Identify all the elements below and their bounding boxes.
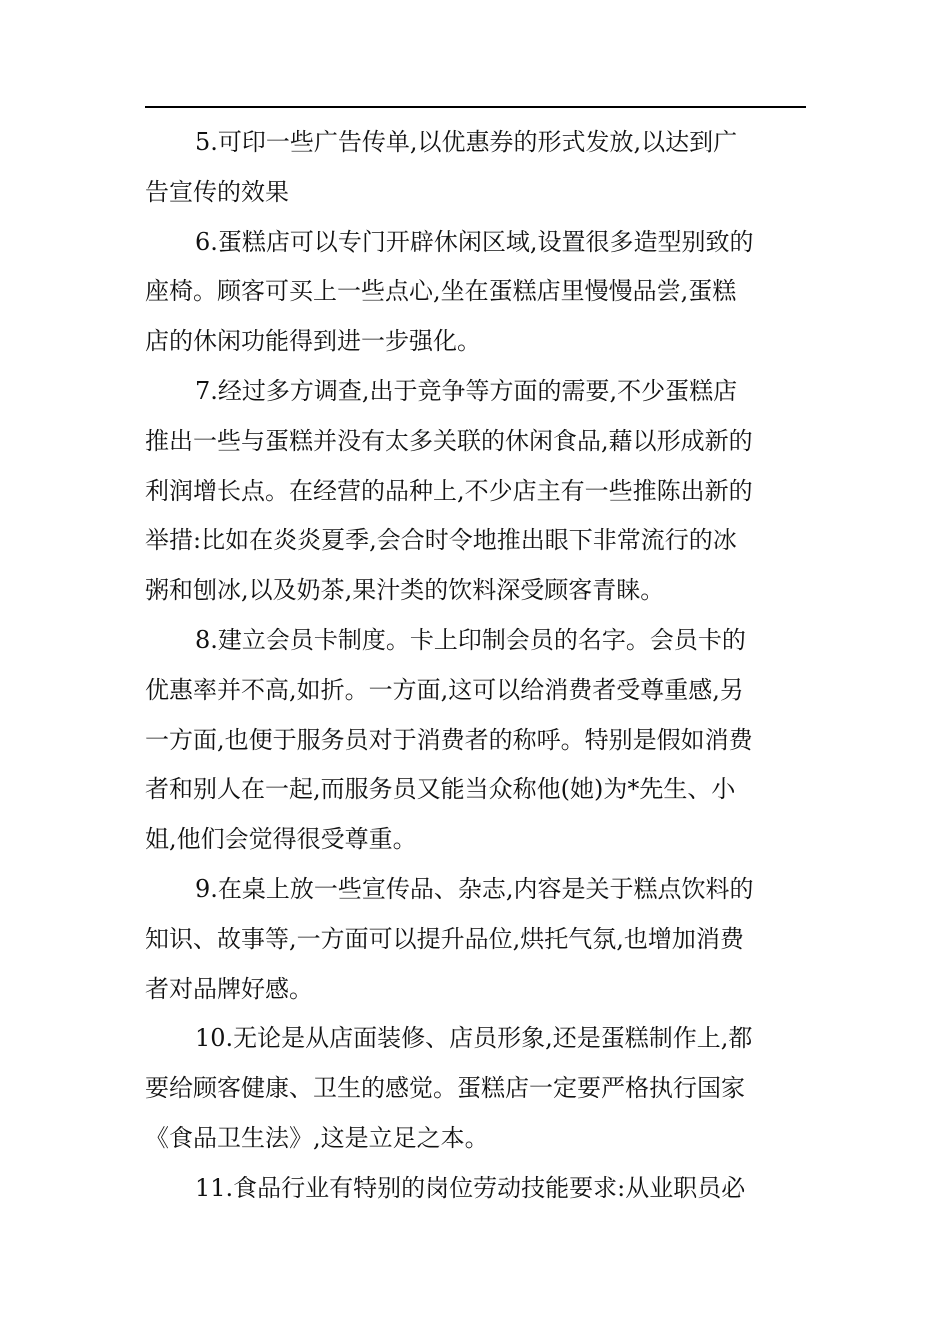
paragraph — [145, 367, 810, 616]
text-line: 者和别人在一起,而服务员又能当众称他(她)为*先生、小 — [145, 775, 736, 804]
text-line: 者对品牌好感。 — [145, 974, 313, 1003]
text-line: 利润增长点。在经营的品种上,不少店主有一些推陈出新的 — [145, 476, 753, 505]
paragraph — [145, 218, 810, 367]
paragraph — [145, 865, 810, 1014]
text-line: 8.建立会员卡制度。卡上印制会员的名字。会员卡的 — [195, 625, 746, 654]
text-line: 优惠率并不高,如折。一方面,这可以给消费者受尊重感,另 — [145, 675, 744, 704]
document-body — [145, 118, 810, 1214]
text-line: 姐,他们会觉得很受尊重。 — [145, 825, 417, 854]
text-line: 9.在桌上放一些宣传品、杂志,内容是关于糕点饮料的 — [195, 874, 754, 903]
text-line: 《食品卫生法》,这是立足之本。 — [145, 1123, 489, 1152]
paragraph — [145, 1164, 810, 1214]
text-line: 店的休闲功能得到进一步强化。 — [145, 327, 481, 356]
paragraph — [145, 118, 810, 218]
header-rule — [145, 106, 806, 108]
paragraph — [145, 1014, 810, 1163]
text-line: 推出一些与蛋糕并没有太多关联的休闲食品,藉以形成新的 — [145, 426, 753, 455]
text-line: 知识、故事等,一方面可以提升品位,烘托气氛,也增加消费 — [145, 924, 744, 953]
text-line: 5.可印一些广告传单,以优惠券的形式发放,以达到广 — [195, 128, 738, 156]
text-line: 要给顾客健康、卫生的感觉。蛋糕店一定要严格执行国家 — [145, 1074, 745, 1103]
text-line: 粥和刨冰,以及奶茶,果汁类的饮料深受顾客青睐。 — [145, 576, 665, 605]
text-line: 举措:比如在炎炎夏季,会合时令地推出眼下非常流行的冰 — [145, 526, 737, 555]
text-line: 告宣传的效果 — [145, 177, 289, 206]
text-line: 一方面,也便于服务员对于消费者的称呼。特别是假如消费 — [145, 725, 753, 754]
text-line: 座椅。顾客可买上一些点心,坐在蛋糕店里慢慢品尝,蛋糕 — [145, 277, 737, 306]
text-line: 7.经过多方调查,出于竞争等方面的需要,不少蛋糕店 — [195, 376, 738, 405]
paragraph — [145, 616, 810, 865]
text-line: 10.无论是从店面装修、店员形象,还是蛋糕制作上,都 — [195, 1024, 753, 1053]
text-line: 6.蛋糕店可以专门开辟休闲区域,设置很多造型别致的 — [195, 227, 754, 256]
text-line: 11.食品行业有特别的岗位劳动技能要求:从业职员必 — [195, 1173, 746, 1202]
